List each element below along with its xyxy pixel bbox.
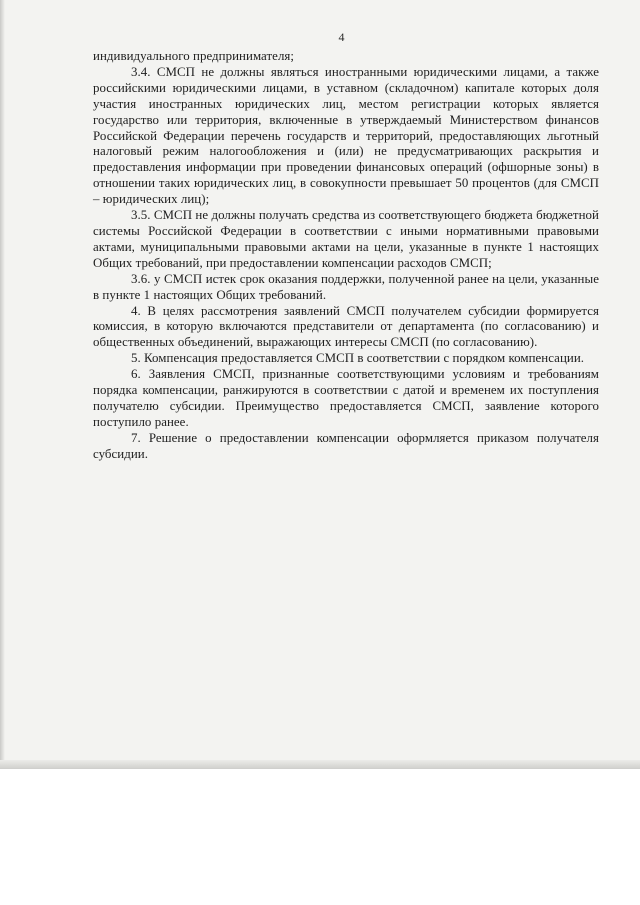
paragraph-5: 5. Компенсация предоставляется СМСП в соответствии с порядком компенсации. (131, 351, 585, 366)
scan-bottom-edge (0, 760, 640, 768)
paragraph-3-4: 3.4. СМСП не должны являться иностранными юридическими лицами, а также российскими юридическими лицами, в уставном (складочном) капитале которых доля участия иностранных юридических лиц, местом регистрации которых является государство или территория, включенные в утверждаемый Министерством финансов Российской Федерации перечень государств и территорий, предоставляющих льготный налоговый режим налогообложения и (или) не предусматривающих раскрытия и предоставления информации при проведении финансовых операций (офшорные зоны) в отношении таких юридических лиц, в совокупности превышает 50 процентов (для СМСП – юридических лиц); (93, 64, 599, 207)
paragraph-4: 4. В целях рассмотрения заявлений СМСП получателем субсидии формируется комиссия, в которую включаются представители от департамента (по согласованию) и общественных объединений, выражающих интересы СМСП (по согласованию). (93, 303, 599, 350)
paragraph-7: 7. Решение о предоставлении компенсации оформляется приказом получателя субсидии. (93, 430, 599, 461)
page-number: 4 (338, 30, 345, 44)
paragraph-6: 6. Заявления СМСП, признанные соответствующими условиям и требованиям порядка компенсации, ранжируются в соответствии с датой и временем их поступления получателю субсидии. Преимущество предоставляется СМСП, заявление которого поступило ранее. (93, 367, 599, 429)
document-body (93, 49, 599, 463)
paragraph-continuation: индивидуального предпринимателя; (93, 49, 295, 63)
scan-edge-shadow (0, 0, 5, 768)
paragraph-3-6: 3.6. у СМСП истек срок оказания поддержки, полученной ранее на цели, указанные в пункте 1 настоящих Общих требований. (93, 271, 599, 302)
paragraph-3-5: 3.5. СМСП не должны получать средства из соответствующего бюджета бюджетной системы Российской Федерации в соответствии с иными нормативными правовыми актами, муниципальными правовыми актами на цели, указанные в пункте 1 настоящих Общих требований, при предоставлении компенсации расходов СМСП; (93, 208, 599, 270)
